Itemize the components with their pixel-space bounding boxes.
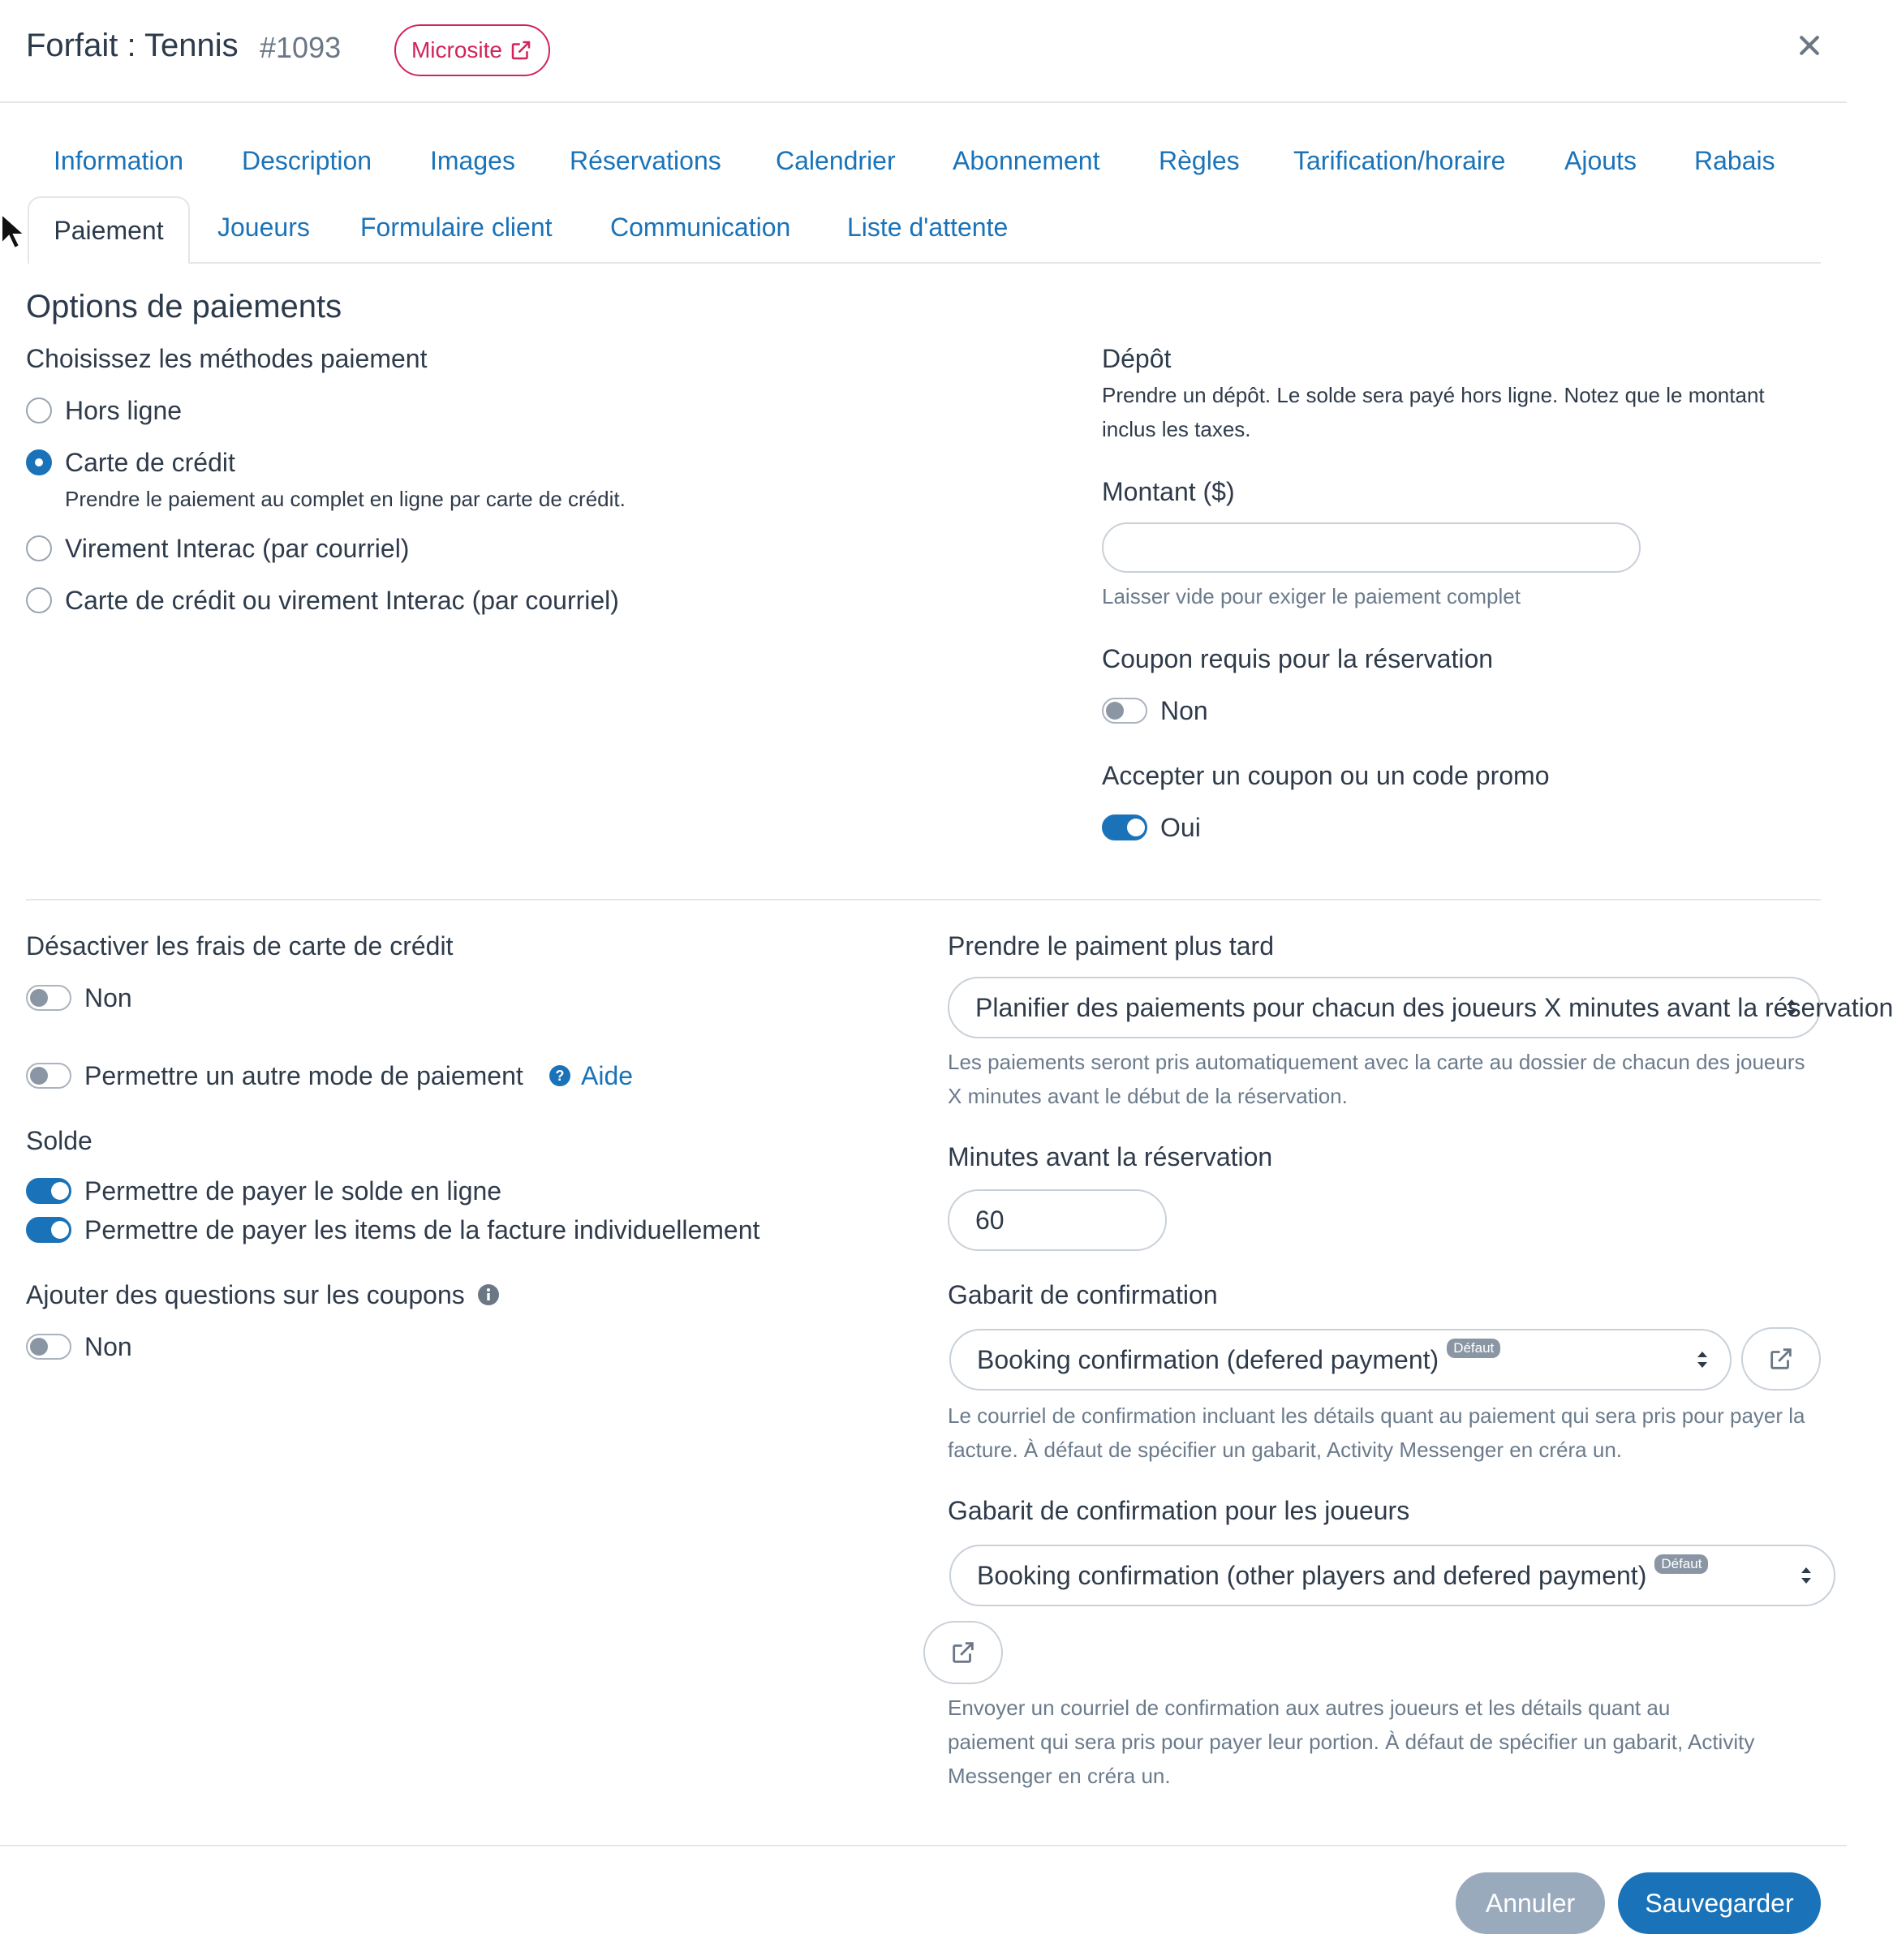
default-badge: Défaut [1654,1554,1708,1574]
other-method-label: Permettre un autre mode de paiement [84,1061,523,1090]
radio-hors-ligne[interactable] [26,398,52,423]
pay-later-label: Prendre le paiment plus tard [948,931,1274,961]
players-template-help: Envoyer un courriel de confirmation aux autres joueurs et les détails quant au paiement qui sera pris pour payer leur portion. À défaut de spécifier un gabarit, Activity Messenger en créra un. [948,1696,1755,1788]
select-caret-icon [1800,1565,1813,1586]
tab-abonnement[interactable]: Abonnement [953,146,1100,175]
tab-description[interactable]: Description [242,146,372,175]
default-badge: Défaut [1447,1339,1500,1358]
tab-calendrier[interactable]: Calendrier [776,146,896,175]
tab-formulaire-client[interactable]: Formulaire client [360,213,553,242]
tab-reservations[interactable]: Réservations [570,146,721,175]
tab-regles[interactable]: Règles [1159,146,1240,175]
footer-divider [0,1845,1847,1846]
package-id: #1093 [260,31,342,64]
close-icon [1798,34,1821,57]
confirm-template-label: Gabarit de confirmation [948,1280,1218,1309]
select-caret-icon [1785,997,1798,1018]
close-button[interactable] [1792,28,1827,63]
radio-virement-interac[interactable] [26,535,52,561]
select-caret-icon [1696,1349,1709,1370]
mouse-cursor-icon [0,213,28,250]
balance-online-toggle[interactable] [26,1178,71,1204]
radio-carte-ou-interac[interactable] [26,587,52,613]
players-template-value: Booking confirmation (other players and defered payment) [977,1560,1647,1590]
edit-external-icon [949,1639,977,1666]
modal-header [0,0,1847,103]
coupon-required-value: Non [1160,696,1208,725]
tab-underline [190,262,1821,264]
other-method-toggle[interactable] [26,1063,71,1089]
tab-paiement[interactable] [28,196,190,264]
amount-input[interactable] [1102,522,1641,573]
coupon-questions-toggle[interactable] [26,1334,71,1360]
accept-coupon-toggle[interactable] [1102,815,1147,840]
radio-virement-interac-label: Virement Interac (par courriel) [65,534,410,563]
microsite-button[interactable] [394,24,550,76]
confirm-template-help: Le courriel de confirmation incluant les détails quant au paiement qui sera pris pour payer la facture. À défaut de spécifier un gabarit, Activity Messenger en créra un. [948,1403,1805,1462]
cancel-button[interactable]: Annuler [1456,1872,1605,1934]
players-template-edit-button[interactable] [923,1621,1003,1684]
amount-label: Montant ($) [1102,477,1235,506]
carte-credit-description: Prendre le paiement au complet en ligne par carte de crédit. [65,487,626,511]
help-link[interactable]: Aide [581,1061,634,1090]
pay-later-value: Planifier des paiements pour chacun des joueurs X minutes avant la réservation [975,992,1893,1022]
amount-help: Laisser vide pour exiger le paiement complet [1102,584,1521,608]
balance-items-toggle[interactable] [26,1217,71,1243]
svg-text:?: ? [555,1068,565,1084]
section-divider [26,899,1821,900]
accept-coupon-value: Oui [1160,813,1201,842]
balance-items-label: Permettre de payer les items de la facture individuellement [84,1215,760,1244]
methods-label: Choisissez les méthodes paiement [26,344,428,373]
tab-images[interactable]: Images [430,146,515,175]
disable-fees-label: Désactiver les frais de carte de crédit [26,931,454,961]
minutes-input[interactable]: 60 [948,1189,1167,1251]
confirm-template-value: Booking confirmation (defered payment) [977,1344,1439,1374]
radio-hors-ligne-label: Hors ligne [65,396,183,425]
deposit-description: Prendre un dépôt. Le solde sera payé hors ligne. Notez que le montant inclus les taxes. [1102,383,1765,441]
edit-external-icon [1767,1345,1795,1373]
deposit-label: Dépôt [1102,344,1172,373]
tab-communication[interactable]: Communication [610,213,791,242]
tab-liste-attente[interactable]: Liste d'attente [847,213,1009,242]
coupon-required-label: Coupon requis pour la réservation [1102,644,1494,673]
tab-tarification[interactable]: Tarification/horaire [1293,146,1506,175]
tab-joueurs[interactable]: Joueurs [217,213,310,242]
tab-ajouts[interactable]: Ajouts [1564,146,1637,175]
coupon-questions-label: Ajouter des questions sur les coupons [26,1280,465,1309]
players-template-select[interactable] [949,1545,1835,1606]
page-title: Forfait : Tennis [26,28,239,63]
confirm-template-select[interactable] [949,1329,1732,1390]
pay-later-select[interactable] [948,977,1893,1038]
tab-paiement-label: Paiement [54,215,164,245]
players-template-label: Gabarit de confirmation pour les joueurs [948,1496,1410,1525]
coupon-required-toggle[interactable] [1102,698,1147,724]
disable-fees-value: Non [84,983,132,1012]
radio-carte-credit[interactable] [26,449,52,475]
coupon-questions-value: Non [84,1332,132,1361]
radio-carte-credit-label: Carte de crédit [65,448,235,477]
tab-information[interactable]: Information [54,146,184,175]
tab-rabais[interactable]: Rabais [1694,146,1775,175]
section-heading-payment-options: Options de paiements [26,289,342,325]
info-icon [477,1283,500,1306]
pay-later-help: Les paiements seront pris automatiquement avec la carte au dossier de chacun des joueurs X minutes avant le début de la réservation. [948,1050,1805,1108]
balance-label: Solde [26,1126,92,1155]
radio-carte-ou-interac-label: Carte de crédit ou virement Interac (par courriel) [65,586,619,615]
question-icon[interactable] [549,1064,571,1087]
accept-coupon-label: Accepter un coupon ou un code promo [1102,761,1550,790]
balance-online-label: Permettre de payer le solde en ligne [84,1176,502,1206]
confirm-template-edit-button[interactable] [1741,1327,1821,1390]
external-link-icon [509,38,533,62]
minutes-label: Minutes avant la réservation [948,1142,1273,1171]
save-button[interactable]: Sauvegarder [1618,1872,1821,1934]
disable-fees-toggle[interactable] [26,985,71,1011]
microsite-label: Microsite [411,37,502,62]
